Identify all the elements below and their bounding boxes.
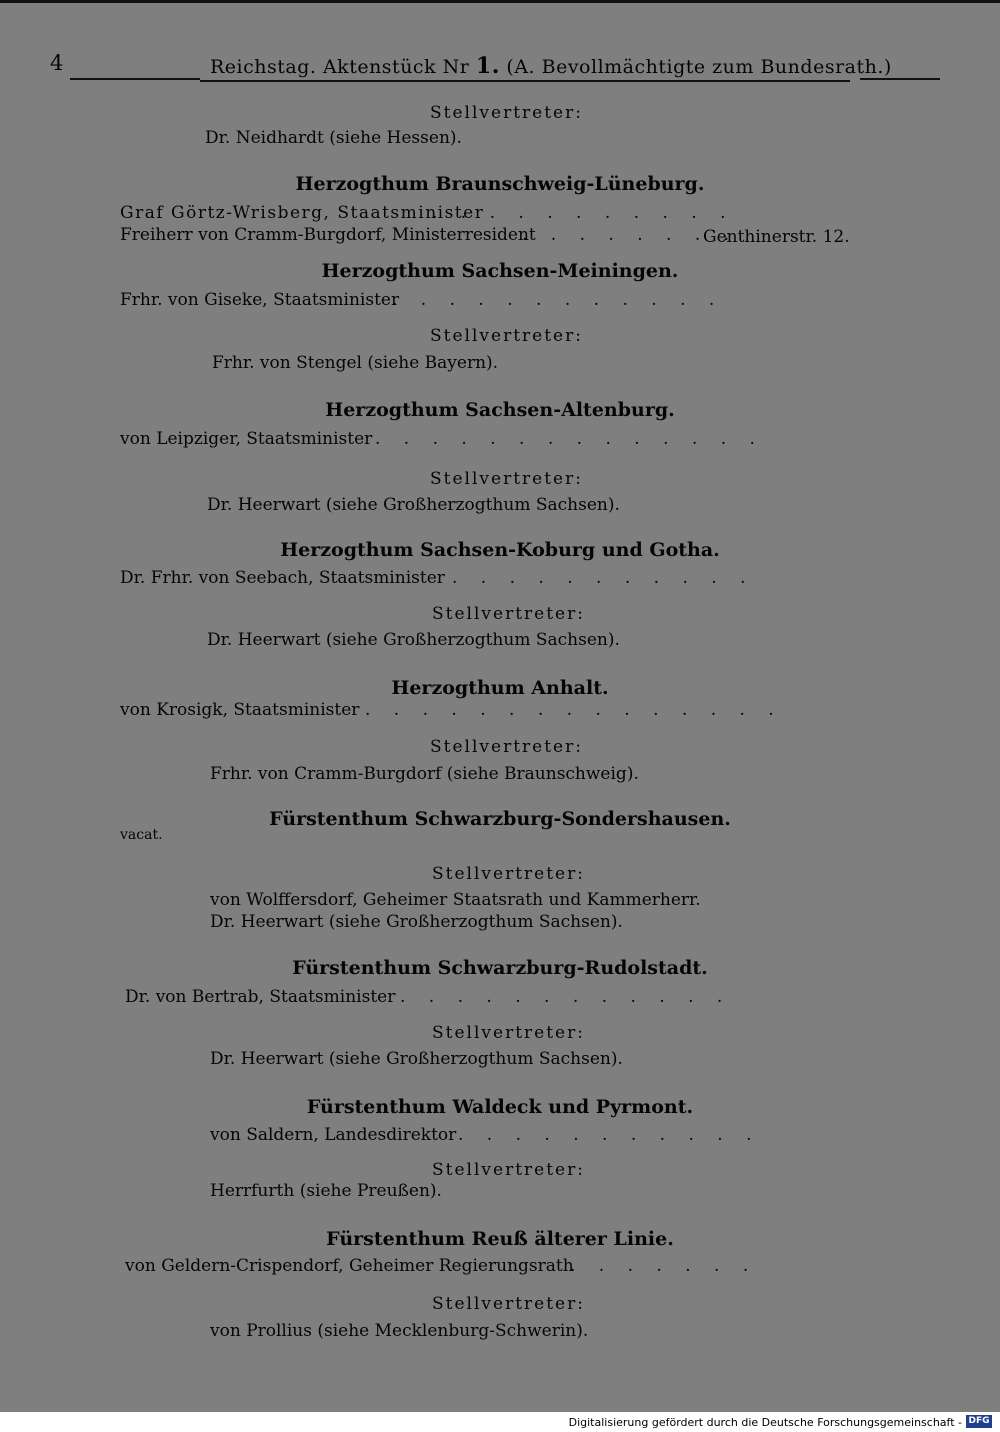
state-heading: Fürstenthum Waldeck und Pyrmont. (306, 1096, 694, 1118)
state-heading: Fürstenthum Schwarzburg-Rudolstadt. (292, 957, 708, 979)
page-number: 4 (50, 51, 64, 75)
deputy-entry: Herrfurth (siehe Preußen). (210, 1181, 442, 1201)
deputy-entry: von Prollius (siehe Mecklenburg-Schwerin). (210, 1321, 589, 1341)
deputy-heading: Stellvertreter: (430, 469, 583, 489)
deputy-heading: Stellvertreter: (432, 864, 585, 884)
dot-leader: . . . . . . . . . . . . (400, 987, 732, 1007)
deputy-heading: Stellvertreter: (430, 103, 583, 123)
funding-notice: Digitalisierung gefördert durch die Deutsche Forschungsgemeinschaft - (568, 1416, 962, 1429)
deputy-entry: Dr. Heerwart (siehe Großherzogthum Sachsen). (210, 1049, 623, 1069)
dot-leader: . . . . . . . . . . . (452, 568, 755, 588)
deputy-heading: Stellvertreter: (432, 604, 585, 624)
deputy-entry: Dr. Heerwart (siehe Großherzogthum Sachsen). (207, 495, 620, 515)
dot-leader: . . . . . . . . . . . . . . (375, 429, 764, 449)
delegate-entry: Dr. von Bertrab, Staatsminister (125, 987, 396, 1007)
dot-leader: . . . . . . . . (522, 225, 739, 245)
state-heading: Fürstenthum Schwarzburg-Sondershausen. (269, 808, 731, 830)
deputy-entry: Frhr. von Cramm-Burgdorf (siehe Braunschweig). (210, 764, 639, 784)
dot-leader: . . . . . . . . . . . (458, 1125, 761, 1145)
state-heading: Herzogthum Sachsen-Meiningen. (321, 260, 679, 282)
dot-leader: . . . . . . . (570, 1256, 758, 1276)
delegate-entry: von Saldern, Landesdirektor (210, 1125, 457, 1145)
delegate-entry: von Krosigk, Staatsminister (120, 700, 360, 720)
dot-leader: . . . . . . . . . . . . . . . (365, 700, 783, 720)
deputy-heading: Stellvertreter: (430, 737, 583, 757)
page-header (0, 51, 1000, 85)
header-rule-left (70, 78, 200, 80)
dfg-logo: DFG (966, 1415, 992, 1428)
deputy-entry: Dr. Neidhardt (siehe Hessen). (205, 128, 462, 148)
delegate-address: Genthinerstr. 12. (703, 227, 850, 247)
state-heading: Herzogthum Sachsen-Altenburg. (325, 399, 675, 421)
deputy-heading: Stellvertreter: (432, 1294, 585, 1314)
state-heading: Herzogthum Braunschweig-Lüneburg. (295, 173, 705, 195)
dot-leader: . . . . . . . . . . . (432, 203, 735, 223)
delegate-entry: Frhr. von Giseke, Staatsminister (120, 290, 400, 310)
header-rule-underline (200, 80, 850, 82)
vacancy-note: vacat. (120, 827, 163, 843)
deputy-entry: Frhr. von Stengel (siehe Bayern). (212, 353, 499, 373)
deputy-entry: Dr. Heerwart (siehe Großherzogthum Sachsen). (207, 630, 620, 650)
running-title-suffix: (A. Bevollmächtigte zum Bundesrath.) (506, 56, 892, 78)
deputy-heading: Stellvertreter: (430, 326, 583, 346)
running-title (210, 53, 892, 79)
deputy-heading: Stellvertreter: (432, 1023, 585, 1043)
header-rule-right (860, 78, 940, 80)
state-heading: Fürstenthum Reuß älterer Linie. (326, 1228, 674, 1250)
delegate-entry: von Geldern-Crispendorf, Geheimer Regierungsrath (125, 1256, 574, 1276)
delegate-entry: Graf Görtz-Wrisberg, Staatsminister (120, 203, 485, 223)
document-number: 1. (475, 53, 500, 79)
deputy-entry: von Wolffersdorf, Geheimer Staatsrath und Kammerherr. (210, 890, 701, 910)
digitization-footer (0, 1412, 1000, 1432)
delegate-entry: Dr. Frhr. von Seebach, Staatsminister (120, 568, 445, 588)
state-heading: Herzogthum Anhalt. (391, 677, 609, 699)
dot-leader: . . . . . . . . . . . . (392, 290, 724, 310)
deputy-heading: Stellvertreter: (432, 1160, 585, 1180)
running-title-prefix: Reichstag. Aktenstück Nr (210, 56, 470, 78)
deputy-entry: Dr. Heerwart (siehe Großherzogthum Sachsen). (210, 912, 623, 932)
state-heading: Herzogthum Sachsen-Koburg und Gotha. (280, 539, 720, 561)
delegate-entry: von Leipziger, Staatsminister (120, 429, 373, 449)
delegate-entry: Freiherr von Cramm-Burgdorf, Ministerresident (120, 225, 536, 245)
